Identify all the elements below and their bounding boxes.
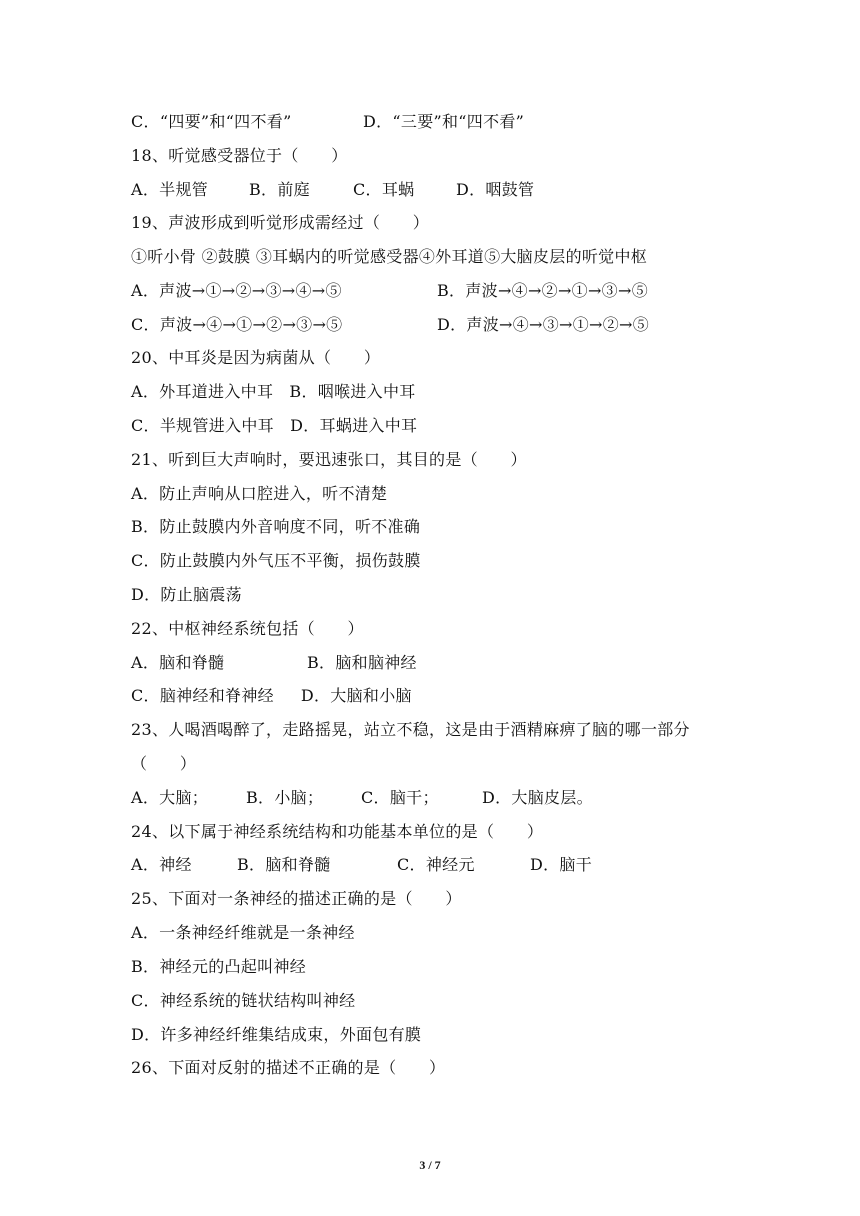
q23-option-a: A．大脑； — [131, 788, 209, 807]
question-20: 20、中耳炎是因为病菌从（ ） — [131, 348, 381, 367]
q18-option-a: A．半规管 — [131, 180, 209, 199]
q23-option-c: C．脑干； — [361, 788, 439, 807]
question-24: 24、以下属于神经系统结构和功能基本单位的是（ ） — [131, 822, 544, 841]
q21-option-a: A．防止声响从口腔进入，听不清楚 — [131, 484, 388, 503]
q21-option-b: B．防止鼓膜内外音响度不同，听不准确 — [131, 517, 421, 536]
question-23: 23、人喝酒喝醉了，走路摇晃，站立不稳，这是由于酒精麻痹了脑的哪一部分 — [131, 720, 690, 739]
q19-option-c: C．声波→④→①→②→③→⑤ — [131, 315, 343, 334]
question-18: 18、听觉感受器位于（ ） — [131, 146, 348, 165]
q19-option-d: D．声波→④→③→①→②→⑤ — [437, 315, 650, 334]
q24-option-c: C．神经元 — [397, 855, 475, 874]
question-21: 21、听到巨大声响时，要迅速张口，其目的是（ ） — [131, 450, 527, 469]
q25-option-c: C．神经系统的链状结构叫神经 — [131, 991, 356, 1010]
question-19: 19、声波形成到听觉形成需经过（ ） — [131, 213, 430, 232]
q18-option-d: D．咽鼓管 — [456, 180, 535, 199]
q18-option-b: B．前庭 — [249, 180, 310, 199]
question-25: 25、下面对一条神经的描述正确的是（ ） — [131, 889, 462, 908]
q22-option-b: B．脑和脑神经 — [307, 653, 417, 672]
q18-option-c: C．耳蜗 — [353, 180, 415, 199]
q19-stem-items: ①听小骨 ②鼓膜 ③耳蜗内的听觉感受器④外耳道⑤大脑皮层的听觉中枢 — [131, 247, 648, 266]
q24-option-a: A．神经 — [131, 855, 192, 874]
question-26: 26、下面对反射的描述不正确的是（ ） — [131, 1058, 446, 1077]
q17-option-d: D．“三要”和“四不看” — [363, 112, 525, 131]
q25-option-a: A．一条神经纤维就是一条神经 — [131, 923, 355, 942]
q21-option-c: C．防止鼓膜内外气压不平衡，损伤鼓膜 — [131, 551, 421, 570]
q23-answer-blank: （ ） — [131, 754, 197, 773]
q21-option-d: D．防止脑震荡 — [131, 585, 242, 604]
q23-option-d: D．大脑皮层。 — [482, 788, 593, 807]
q19-option-a: A．声波→①→②→③→④→⑤ — [131, 281, 342, 300]
q23-option-b: B．小脑； — [246, 788, 324, 807]
q25-option-b: B．神经元的凸起叫神经 — [131, 957, 307, 976]
q22-options-cd: C．脑神经和脊神经 D．大脑和小脑 — [131, 686, 412, 705]
q17-option-c: C．“四要”和“四不看” — [131, 112, 292, 131]
q24-option-d: D．脑干 — [530, 855, 593, 874]
page-number: 3 / 7 — [419, 1158, 441, 1172]
q20-options-cd: C．半规管进入中耳 D．耳蜗进入中耳 — [131, 416, 418, 435]
question-22: 22、中枢神经系统包括（ ） — [131, 619, 364, 638]
q25-option-d: D．许多神经纤维集结成束，外面包有膜 — [131, 1025, 422, 1044]
q22-option-a: A．脑和脊髓 — [131, 653, 225, 672]
q20-options-ab: A．外耳道进入中耳 B．咽喉进入中耳 — [131, 382, 416, 401]
q19-option-b: B．声波→④→②→①→③→⑤ — [437, 281, 648, 300]
q24-option-b: B．脑和脊髓 — [237, 855, 331, 874]
